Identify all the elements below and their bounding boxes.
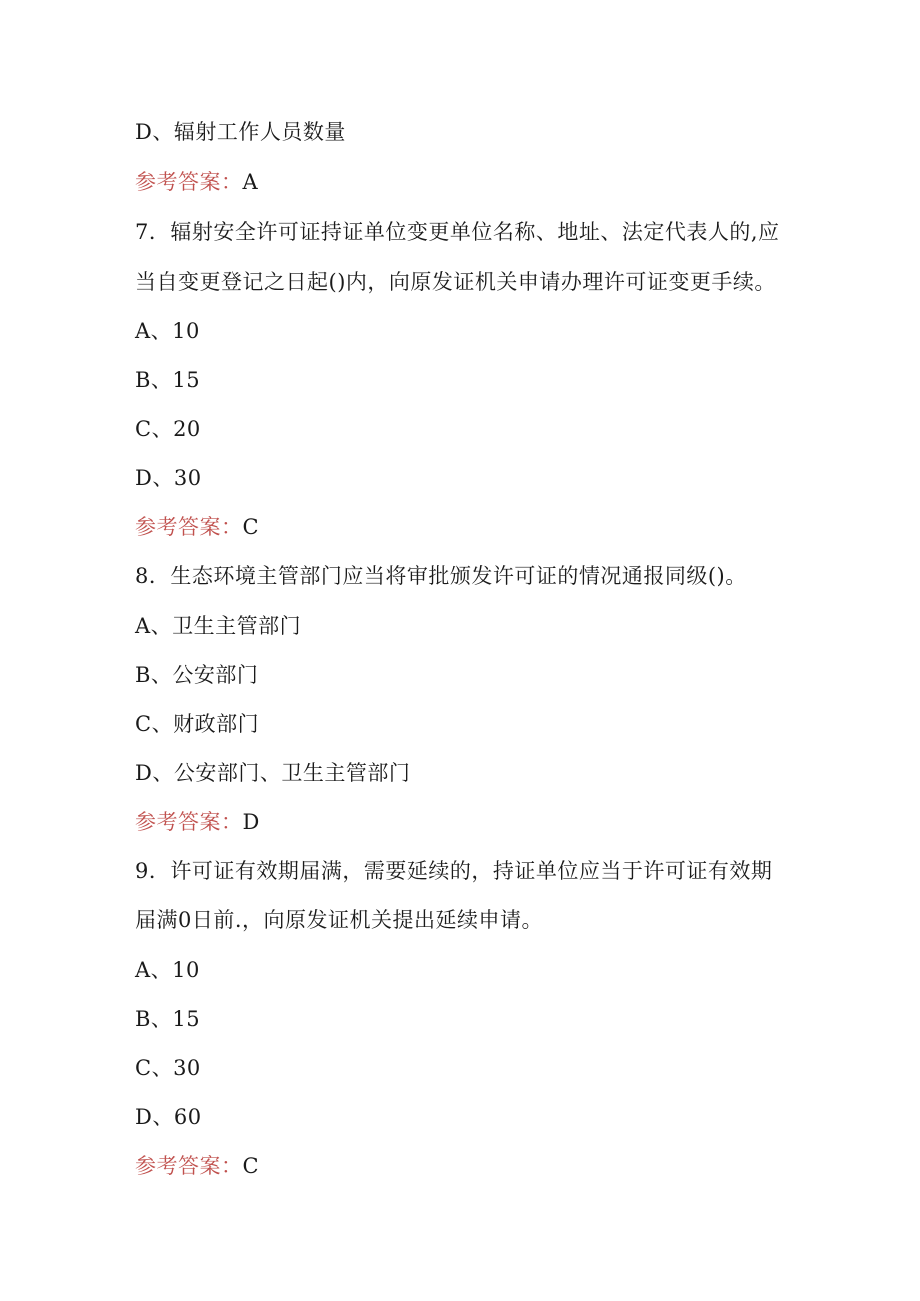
q7-option-a: A、10 — [135, 319, 200, 343]
q8-option-c: C、财政部门 — [135, 712, 260, 736]
q7-option-b: B、15 — [135, 368, 201, 392]
answer-value: C — [242, 515, 260, 539]
q8-option-d: D、公安部门、卫生主管部门 — [135, 761, 411, 785]
answer-value: A — [242, 170, 259, 194]
q8-option-a: A、卫生主管部门 — [135, 614, 302, 638]
q8-stem-line1: 8．生态环境主管部门应当将审批颁发许可证的情况通报同级()。 — [135, 564, 747, 588]
q7-answer — [135, 513, 259, 541]
answer-label: 参考答案： — [135, 1154, 243, 1178]
q9-answer — [135, 1152, 259, 1180]
q9-option-b: B、15 — [135, 1007, 201, 1031]
answer-value: C — [242, 1154, 260, 1178]
q9-stem-line2: 届满0日前.，向原发证机关提出延续申请。 — [135, 908, 544, 932]
prev-answer — [135, 168, 258, 196]
q9-option-d: D、60 — [135, 1105, 202, 1129]
answer-label: 参考答案： — [135, 170, 243, 194]
q7-stem-line1: 7．辐射安全许可证持证单位变更单位名称、地址、法定代表人的,应 — [135, 220, 780, 244]
q9-option-c: C、30 — [135, 1056, 201, 1080]
q7-option-d: D、30 — [135, 466, 202, 490]
q7-stem-line2: 当自变更登记之日起()内，向原发证机关申请办理许可证变更手续。 — [135, 270, 776, 294]
answer-value: D — [242, 810, 260, 834]
prev-option-d: D、辐射工作人员数量 — [135, 120, 346, 144]
q8-option-b: B、公安部门 — [135, 663, 259, 687]
q9-stem-line1: 9．许可证有效期届满，需要延续的，持证单位应当于许可证有效期 — [135, 859, 773, 883]
q7-option-c: C、20 — [135, 417, 201, 441]
q8-answer — [135, 808, 260, 836]
answer-label: 参考答案： — [135, 515, 243, 539]
q9-option-a: A、10 — [135, 958, 200, 982]
answer-label: 参考答案： — [135, 810, 243, 834]
